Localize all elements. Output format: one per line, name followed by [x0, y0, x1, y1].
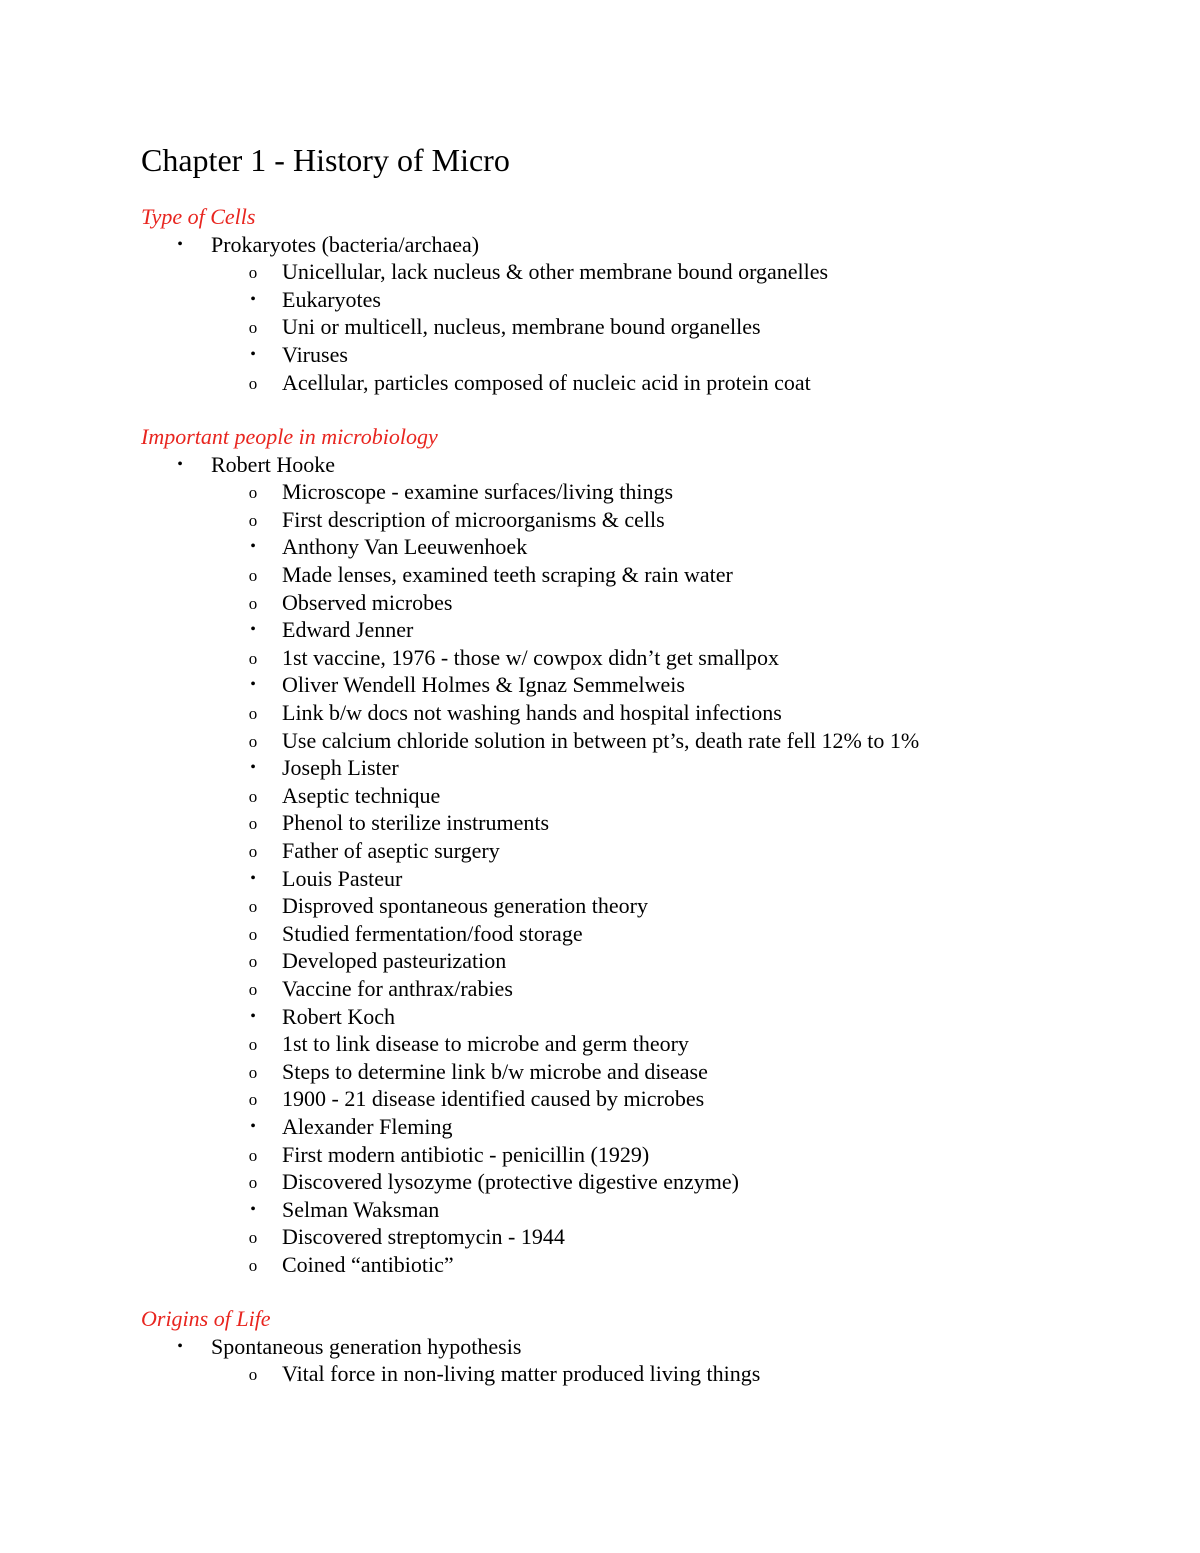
list-item: [248, 258, 829, 286]
list-item-text: Aseptic technique: [282, 782, 441, 808]
bullet-marker-icon: •: [250, 1200, 256, 1218]
list-item-text: Unicellular, lack nucleus & other membrane bound organelles: [282, 259, 829, 285]
list-item-text: Prokaryotes (bacteria/archaea): [211, 231, 480, 257]
list-item: [248, 506, 665, 534]
circle-marker-icon: o: [248, 318, 258, 338]
list-item: [248, 892, 648, 920]
circle-marker-icon: o: [248, 952, 258, 972]
section-heading: Important people in microbiology: [141, 424, 438, 449]
list-item-text: Microscope - examine surfaces/living things: [282, 479, 674, 505]
bullet-marker-icon: •: [177, 235, 183, 253]
list-item: [250, 754, 399, 782]
list-item: [248, 782, 441, 810]
list-item-text: Phenol to sterilize instruments: [282, 810, 550, 836]
list-item: [248, 947, 507, 975]
list-item: [248, 561, 733, 589]
bullet-marker-icon: •: [250, 869, 256, 887]
circle-marker-icon: o: [248, 566, 258, 585]
list-item: [248, 837, 500, 865]
list-item: [248, 369, 811, 397]
list-item: [248, 1085, 705, 1113]
list-item: [250, 341, 348, 369]
list-item: [248, 1168, 739, 1196]
circle-marker-icon: o: [248, 1365, 258, 1385]
list-item-text: Discovered lysozyme (protective digestive enzyme): [282, 1169, 739, 1195]
list-item: [248, 727, 920, 755]
circle-marker-icon: o: [248, 897, 258, 917]
list-item: [248, 975, 513, 1003]
list-item-text: Use calcium chloride solution in between pt’s, death rate fell 12% to 1%: [282, 727, 920, 753]
list-item-text: Made lenses, examined teeth scraping & rain water: [282, 562, 733, 587]
list-item: [248, 644, 779, 672]
circle-marker-icon: o: [248, 1035, 258, 1055]
circle-marker-icon: o: [248, 924, 258, 944]
list-item-text: Viruses: [282, 342, 348, 367]
circle-marker-icon: o: [248, 648, 258, 668]
circle-marker-icon: o: [248, 1062, 258, 1082]
bullet-marker-icon: •: [250, 759, 256, 777]
list-item: [248, 1058, 708, 1086]
list-item: [248, 1030, 689, 1058]
list-item: [250, 671, 685, 699]
list-item-text: 1900 - 21 disease identified caused by microbes: [282, 1086, 705, 1112]
list-item-text: Developed pasteurization: [282, 948, 507, 974]
list-item-text: Disproved spontaneous generation theory: [282, 893, 648, 919]
list-item: [248, 920, 583, 948]
bullet-marker-icon: •: [250, 346, 256, 363]
bullet-marker-icon: •: [177, 1337, 183, 1355]
list-item-text: Coined “antibiotic”: [282, 1252, 454, 1277]
list-item-text: Discovered streptomycin - 1944: [282, 1224, 565, 1250]
list-item-text: First modern antibiotic - penicillin (1929): [282, 1141, 650, 1167]
circle-marker-icon: o: [248, 842, 258, 861]
list-item-text: Oliver Wendell Holmes & Ignaz Semmelweis: [282, 672, 685, 698]
list-item-text: 1st to link disease to microbe and germ theory: [282, 1031, 689, 1057]
list-item-text: Louis Pasteur: [282, 865, 403, 891]
circle-marker-icon: o: [248, 1145, 258, 1165]
list-item-text: Vital force in non-living matter produced living things: [282, 1361, 761, 1387]
list-item: [248, 313, 761, 341]
bullet-marker-icon: •: [250, 676, 256, 694]
section-heading: Type of Cells: [141, 204, 256, 229]
list-item: [248, 1223, 565, 1251]
list-item: [250, 1113, 453, 1141]
bullet-marker-icon: •: [250, 538, 256, 556]
list-item-text: Uni or multicell, nucleus, membrane bound organelles: [282, 314, 761, 340]
bullet-marker-icon: •: [250, 621, 256, 639]
list-item-text: Link b/w docs not washing hands and hospital infections: [282, 700, 782, 725]
list-item: [248, 699, 782, 727]
list-item: [248, 589, 453, 617]
circle-marker-icon: o: [248, 731, 258, 751]
circle-marker-icon: o: [248, 1228, 258, 1248]
list-item: [250, 865, 403, 893]
circle-marker-icon: o: [248, 373, 258, 393]
circle-marker-icon: o: [248, 1173, 258, 1193]
bullet-marker-icon: •: [250, 290, 256, 308]
list-item-text: Anthony Van Leeuwenhoek: [282, 534, 528, 560]
list-item-text: Father of aseptic surgery: [282, 838, 500, 863]
bullet-marker-icon: •: [250, 1118, 256, 1135]
bullet-marker-icon: •: [250, 1007, 256, 1025]
list-item-text: Steps to determine link b/w microbe and disease: [282, 1058, 708, 1084]
list-item-text: Eukaryotes: [282, 286, 381, 312]
list-item: [177, 451, 336, 479]
circle-marker-icon: o: [248, 1256, 258, 1275]
circle-marker-icon: o: [248, 510, 258, 530]
bullet-marker-icon: •: [177, 455, 183, 473]
list-item-text: Edward Jenner: [282, 617, 414, 643]
list-item-text: Studied fermentation/food storage: [282, 920, 583, 946]
list-item: [250, 1003, 396, 1031]
list-item: [248, 1251, 454, 1279]
list-item-text: Observed microbes: [282, 589, 453, 615]
list-item-text: Spontaneous generation hypothesis: [211, 1333, 522, 1359]
list-item: [250, 533, 528, 561]
circle-marker-icon: o: [248, 1090, 258, 1110]
circle-marker-icon: o: [248, 263, 258, 283]
list-item: [248, 1141, 650, 1169]
list-item: [250, 1196, 440, 1224]
list-item: [250, 616, 414, 644]
list-item: [248, 809, 550, 837]
circle-marker-icon: o: [248, 593, 258, 613]
list-item: [250, 286, 381, 314]
list-item-text: Selman Waksman: [282, 1196, 440, 1222]
list-item: [248, 478, 674, 506]
page-title: Chapter 1 - History of Micro: [141, 142, 510, 178]
list-item-text: 1st vaccine, 1976 - those w/ cowpox didn’t get smallpox: [282, 644, 779, 670]
list-item: [177, 1333, 522, 1361]
circle-marker-icon: o: [248, 980, 258, 999]
section-heading: Origins of Life: [141, 1306, 271, 1331]
list-item-text: First description of microorganisms & cells: [282, 506, 665, 532]
list-item-text: Robert Koch: [282, 1003, 396, 1029]
circle-marker-icon: o: [248, 483, 258, 503]
list-item-text: Acellular, particles composed of nucleic acid in protein coat: [282, 369, 811, 395]
list-item: [177, 231, 480, 259]
list-item-text: Alexander Fleming: [282, 1114, 453, 1139]
list-item-text: Vaccine for anthrax/rabies: [282, 976, 513, 1001]
list-item-text: Robert Hooke: [211, 451, 336, 477]
circle-marker-icon: o: [248, 786, 258, 806]
list-item-text: Joseph Lister: [282, 755, 399, 781]
circle-marker-icon: o: [248, 814, 258, 834]
list-item: [248, 1360, 761, 1388]
circle-marker-icon: o: [248, 704, 258, 723]
